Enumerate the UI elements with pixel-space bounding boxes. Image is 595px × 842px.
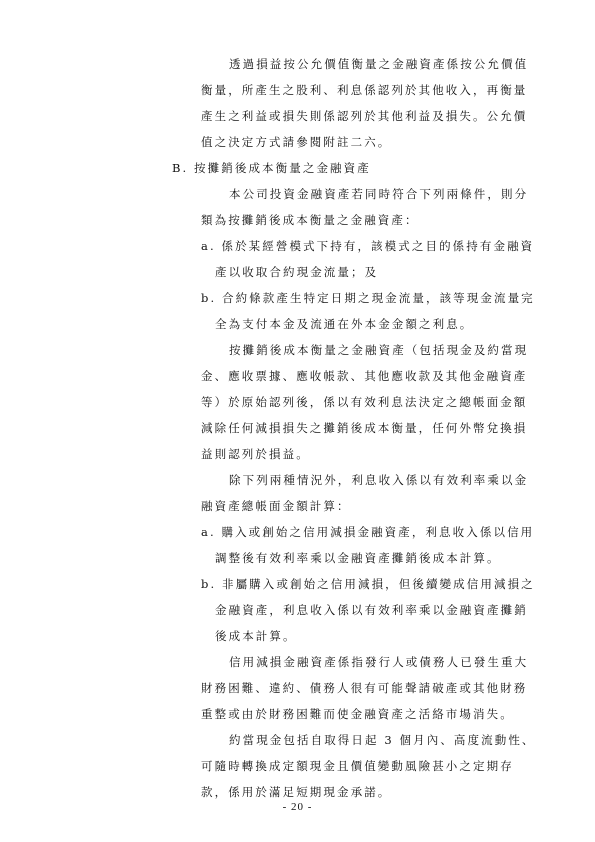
paragraph-line: 金、應收票據、應收帳款、其他應收款及其他金融資產	[201, 369, 528, 383]
paragraph-line: 產生之利益或損失則係認列於其他利益及損失。公允價	[201, 109, 528, 123]
list-item-line: 金融資產，利息收入係以有效利率乘以金融資產攤銷	[215, 603, 528, 617]
paragraph-line: 等）於原始認列後，係以有效利息法決定之總帳面金額	[201, 395, 528, 409]
paragraph-line: 約當現金包括自取得日起 3 個月內、高度流動性、	[229, 733, 536, 747]
paragraph-line: 重整或由於財務困難而使金融資產之活絡市場消失。	[201, 707, 514, 721]
paragraph-line: 類為按攤銷後成本衡量之金融資產：	[201, 213, 419, 227]
list-item-line: b. 合約條款產生特定日期之現金流量，該等現金流量完	[201, 291, 535, 305]
list-item-line: 調整後有效利率乘以金融資產攤銷後成本計算。	[215, 551, 501, 565]
paragraph-line: 財務困難、違約、債務人很有可能聲請破產或其他財務	[201, 681, 528, 695]
paragraph-line: 按攤銷後成本衡量之金融資產（包括現金及約當現	[229, 343, 529, 357]
paragraph-line: 融資產總帳面金額計算：	[201, 499, 351, 513]
list-item-line: 後成本計算。	[215, 629, 297, 643]
paragraph-line: 減除任何減損損失之攤銷後成本衡量，任何外幣兌換損	[201, 421, 528, 435]
paragraph-line: 透過損益按公允價值衡量之金融資產係按公允價值	[229, 57, 529, 71]
paragraph-line: 除下列兩種情況外，利息收入係以有效利率乘以金	[229, 473, 529, 487]
paragraph-line: 衡量，所產生之股利、利息係認列於其他收入，再衡量	[201, 83, 528, 97]
paragraph-line: 本公司投資金融資產若同時符合下列兩條件，則分	[229, 187, 529, 201]
paragraph-line: 款，係用於滿足短期現金承諾。	[201, 785, 392, 799]
list-item-line: 產以收取合約現金流量；及	[215, 265, 379, 279]
paragraph-line: 值之決定方式請參閱附註二六。	[201, 135, 392, 149]
paragraph-line: 可隨時轉換成定額現金且價值變動風險甚小之定期存	[201, 759, 514, 773]
page-number: - 20 -	[282, 801, 313, 813]
section-heading: B. 按攤銷後成本衡量之金融資產	[172, 161, 371, 175]
list-item-line: a. 係於某經營模式下持有，該模式之目的係持有金融資	[201, 239, 535, 253]
paragraph-line: 益則認列於損益。	[201, 447, 310, 461]
list-item-line: 全為支付本金及流通在外本金金額之利息。	[215, 317, 474, 331]
paragraph-line: 信用減損金融資產係指發行人或債務人已發生重大	[229, 655, 529, 669]
list-item-line: b. 非屬購入或創始之信用減損，但後續變成信用減損之	[201, 577, 535, 591]
list-item-line: a. 購入或創始之信用減損金融資產，利息收入係以信用	[201, 525, 535, 539]
